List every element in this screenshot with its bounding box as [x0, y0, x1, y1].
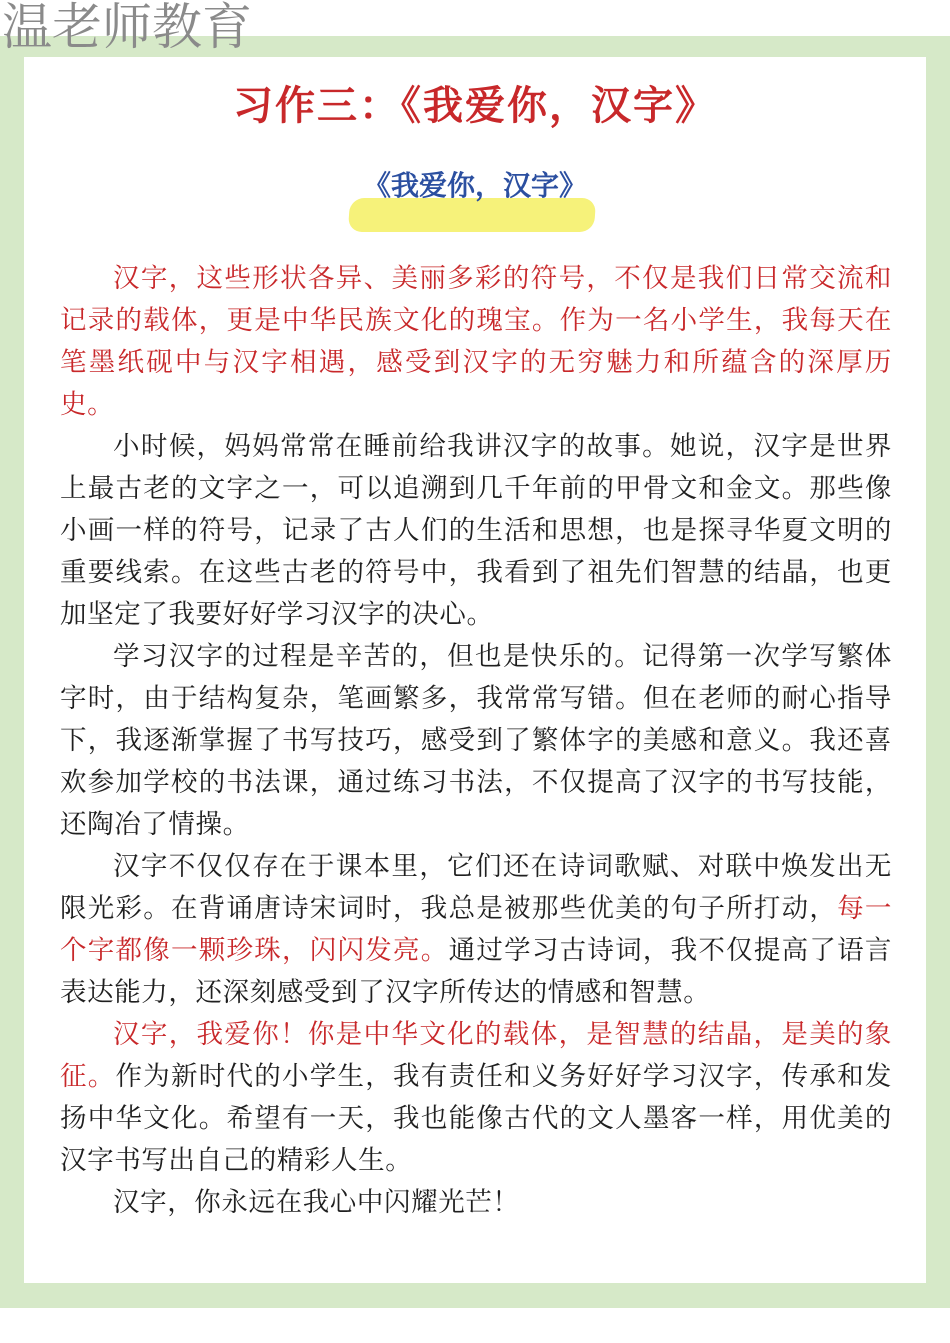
- watermark: 温老师教育: [2, 0, 252, 56]
- paragraph-4-highlight: 每一个字都像一颗珍珠，闪闪发亮。: [60, 893, 892, 966]
- essay-body: [60, 258, 892, 1224]
- paragraph-5: [60, 1014, 892, 1182]
- paragraph-5-text: 作为新时代的小学生，我有责任和义务好好学习汉字，传承和发扬中华文化。希望有一天，我也能像古代的文人墨客一样，用优美的汉字书写出自己的精彩人生。: [60, 1061, 892, 1176]
- paragraph-2-text: 小时候，妈妈常常在睡前给我讲汉字的故事。她说，汉字是世界上最古老的文字之一，可以追溯到几千年前的甲骨文和金文。那些像小画一样的符号，记录了古人们的生活和思想，也是探寻华夏文明的重要线索。在这些古老的符号中，我看到了祖先们智慧的结晶，也更加坚定了我要好好学习汉字的决心。: [60, 431, 892, 630]
- paragraph-3-text: 学习汉字的过程是辛苦的，但也是快乐的。记得第一次学写繁体字时，由于结构复杂，笔画繁多，我常常写错。但在老师的耐心指导下，我逐渐掌握了书写技巧，感受到了繁体字的美感和意义。我还喜欢参加学校的书法课，通过练习书法，不仅提高了汉字的书写技能，还陶冶了情操。: [60, 641, 892, 840]
- page-title: 习作三：《我爱你，汉字》: [233, 83, 717, 129]
- paragraph-3: [60, 636, 892, 846]
- paragraph-4: [60, 846, 892, 1014]
- paragraph-6-text: 汉字，你永远在我心中闪耀光芒！: [113, 1187, 520, 1218]
- paragraph-4-text-b: 通过学习古诗词，我不仅提高了语言表达能力，还深刻感受到了汉字所传达的情感和智慧。: [60, 935, 892, 1008]
- subtitle-wrap: [0, 164, 950, 208]
- paragraph-6: [60, 1182, 892, 1224]
- paragraph-5-highlight: 汉字，我爱你！你是中华文化的载体，是智慧的结晶，是美的象征。: [60, 1019, 892, 1092]
- essay-subtitle: 《我爱你，汉字》: [362, 169, 587, 202]
- paragraph-1-text: 汉字，这些形状各异、美丽多彩的符号，不仅是我们日常交流和记录的载体，更是中华民族文化的瑰宝。作为一名小学生，我每天在笔墨纸砚中与汉字相遇，感受到汉字的无穷魅力和所蕴含的深厚历史。: [60, 263, 892, 420]
- paragraph-1: [60, 258, 892, 426]
- paragraph-2: [60, 426, 892, 636]
- paragraph-4-text-a: 汉字不仅仅存在于课本里，它们还在诗词歌赋、对联中焕发出无限光彩。在背诵唐诗宋词时，我总是被那些优美的句子所打动，: [60, 851, 892, 924]
